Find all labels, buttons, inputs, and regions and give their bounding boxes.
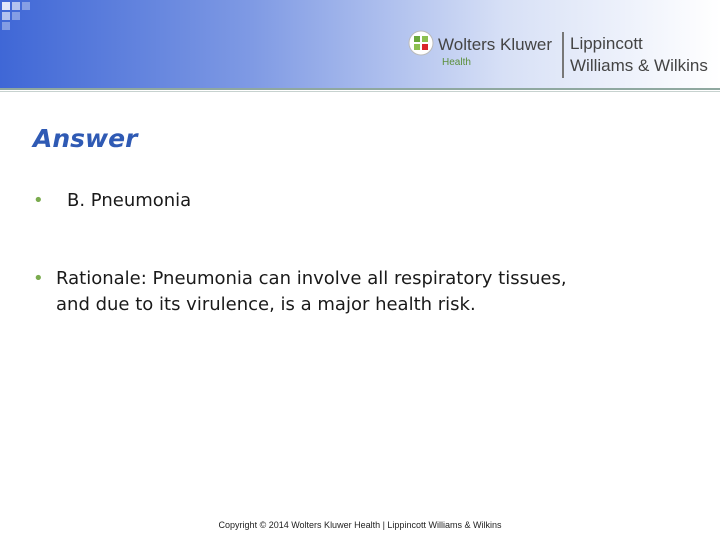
publisher-logo [408, 30, 718, 82]
bullet-rationale [33, 266, 703, 322]
bullet-text-line-1: Rationale: Pneumonia can involve all respiratory tissues, [56, 268, 567, 289]
bullet-answer [33, 188, 693, 214]
bullet-marker: • [33, 190, 44, 211]
logo-imprint-line1: Lippincott [570, 34, 643, 53]
copyright-footer: Copyright © 2014 Wolters Kluwer Health | Lippincott Williams & Wilkins [218, 520, 502, 530]
logo-imprint-line2: Williams & Wilkins [570, 56, 708, 75]
logo-division: Health [442, 57, 471, 68]
wolters-kluwer-logo-icon [408, 30, 434, 56]
logo-divider [562, 32, 564, 78]
header-divider [0, 88, 720, 90]
bullet-text-line-2: and due to its virulence, is a major health risk. [56, 294, 476, 315]
corner-decoration [0, 0, 40, 40]
logo-imprint [570, 33, 708, 77]
bullet-marker: • [33, 268, 44, 289]
logo-brand: Wolters Kluwer [438, 35, 552, 54]
slide-title: Answer [33, 124, 138, 153]
bullet-text: B. Pneumonia [67, 190, 192, 211]
header-divider-thin [0, 91, 720, 92]
